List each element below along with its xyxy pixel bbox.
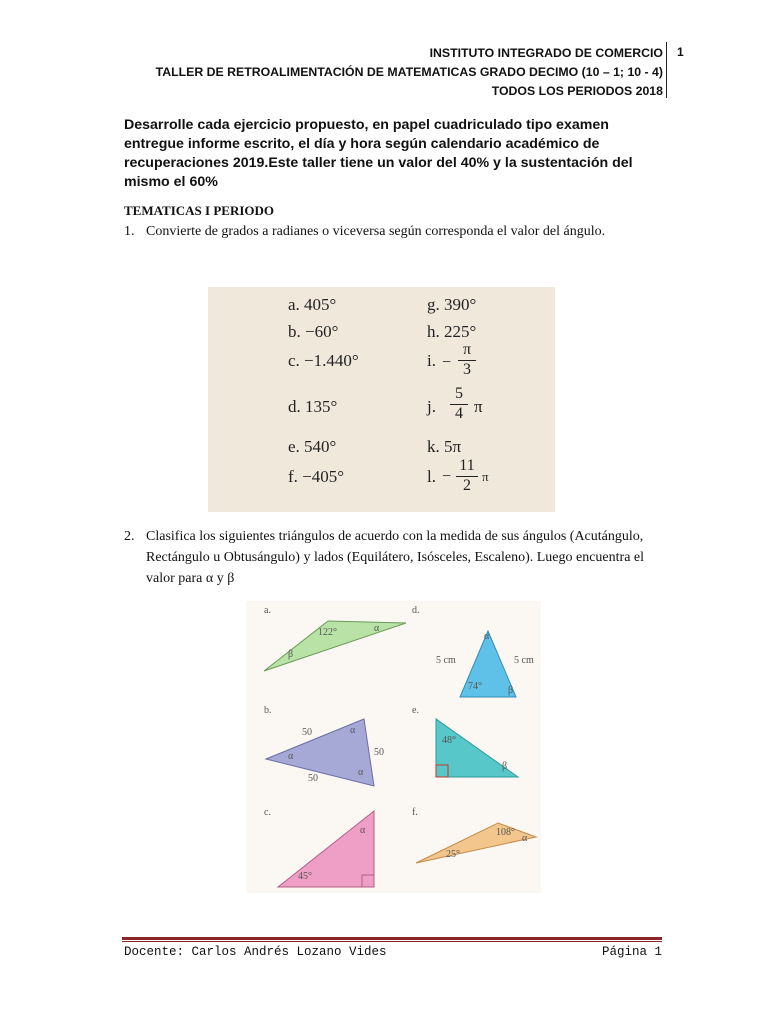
triangle-a-alpha: α: [374, 623, 380, 634]
header-divider: [666, 42, 667, 98]
triangle-d-alpha: α: [484, 631, 490, 642]
triangles-svg: [246, 601, 541, 893]
triangle-f-alpha: α: [522, 833, 528, 844]
triangle-c-shape: [278, 811, 374, 887]
triangle-a-letter: a.: [264, 605, 271, 616]
angle-j-label: j.: [427, 397, 436, 416]
triangle-b-letter: b.: [264, 705, 272, 716]
angle-k: k. 5π: [427, 437, 462, 456]
triangle-f-angle1: 108°: [496, 827, 515, 838]
angle-c: c. −1.440°: [288, 351, 359, 370]
angle-l-pi: π: [482, 469, 489, 484]
triangle-d-beta: β: [508, 685, 514, 696]
exercise-number: 1.: [124, 224, 135, 239]
exercise-text: Convierte de grados a radianes o viceversa según corresponda el valor del ángulo.: [146, 224, 606, 239]
triangle-b-alpha2: α: [350, 725, 356, 736]
angle-l-denominator: 2: [463, 477, 471, 494]
triangle-d-side-right: 5 cm: [514, 655, 534, 666]
triangle-b-alpha3: α: [358, 767, 364, 778]
triangle-b-side3: 50: [308, 773, 318, 784]
angle-h: h. 225°: [427, 322, 477, 341]
header-line2: TALLER DE RETROALIMENTACIÓN DE MATEMATICAS GRADO DECIMO (10 – 1; 10 - 4): [155, 65, 663, 79]
angle-f: f. −405°: [288, 467, 345, 486]
angle-i-sign: −: [442, 354, 452, 371]
triangle-d-angle: 74°: [468, 681, 482, 692]
angle-l: [427, 467, 436, 487]
triangle-f-shape: [416, 823, 536, 863]
angle-l-numerator: 11: [459, 457, 475, 474]
angle-l-fraction: [442, 457, 482, 495]
angle-j-denominator: 4: [455, 405, 463, 422]
footer-page: Página 1: [601, 945, 662, 959]
angle-j-pi: π: [474, 397, 483, 416]
triangle-c-alpha: α: [360, 825, 366, 836]
section-title: TEMATICAS I PERIODO: [124, 203, 275, 218]
angle-i-fraction: [442, 341, 482, 379]
triangle-d-letter: d.: [412, 605, 420, 616]
angle-l-label: l.: [427, 467, 436, 486]
triangle-f-angle2: 25°: [446, 849, 460, 860]
angle-j: [427, 397, 436, 417]
angles-image: [208, 287, 555, 512]
angle-i-numerator: π: [462, 341, 472, 358]
angle-d: d. 135°: [288, 397, 338, 416]
footer-rule-thick: [122, 937, 662, 940]
triangle-c-letter: c.: [264, 807, 271, 818]
angle-l-sign: −: [442, 468, 452, 485]
triangle-c-angle: 45°: [298, 871, 312, 882]
header-line1: INSTITUTO INTEGRADO DE COMERCIO: [429, 46, 663, 60]
exercise-number: 2.: [124, 529, 135, 544]
triangle-e-letter: e.: [412, 705, 419, 716]
angle-b: b. −60°: [288, 322, 339, 341]
triangles-image: [246, 601, 541, 893]
header-line3: TODOS LOS PERIODOS 2018: [491, 84, 663, 98]
exercise-text: Clasifica los siguientes triángulos de acuerdo con la medida de sus ángulos (Acutángulo, Rectángulo u Obtusángulo) y lados (Equilátero, Isósceles, Escaleno). Luego encuentra el valor para α y β: [146, 529, 645, 586]
angle-e: e. 540°: [288, 437, 337, 456]
footer-teacher: Docente: Carlos Andrés Lozano Vides: [124, 945, 387, 959]
angle-j-fraction: [444, 385, 474, 423]
triangle-a-angle: 122°: [318, 627, 337, 638]
angle-i-label: i.: [427, 351, 436, 370]
triangle-b-side1: 50: [302, 727, 312, 738]
triangle-e-angle: 48°: [442, 735, 456, 746]
triangle-f-letter: f.: [412, 807, 418, 818]
header: [156, 44, 663, 101]
angle-j-numerator: 5: [455, 385, 463, 402]
angle-i-denominator: 3: [463, 361, 471, 378]
intro-text: Desarrolle cada ejercicio propuesto, en papel cuadriculado tipo examen entregue informe escrito, el día y hora según calendario académico de recuperaciones 2019.Este taller tiene un valor del 40% y la sustentación del mismo el 60%: [124, 117, 633, 190]
header-page-number: 1: [677, 45, 684, 59]
angle-g: g. 390°: [427, 295, 477, 314]
triangle-a-beta: β: [288, 649, 294, 660]
angle-i: [427, 351, 436, 371]
triangle-e-beta: β: [502, 761, 508, 772]
triangle-b-alpha: α: [288, 751, 294, 762]
footer-rule-thin: [122, 941, 662, 942]
angle-a: a. 405°: [288, 295, 337, 314]
triangle-d-side-left: 5 cm: [436, 655, 456, 666]
triangle-b-side2: 50: [374, 747, 384, 758]
